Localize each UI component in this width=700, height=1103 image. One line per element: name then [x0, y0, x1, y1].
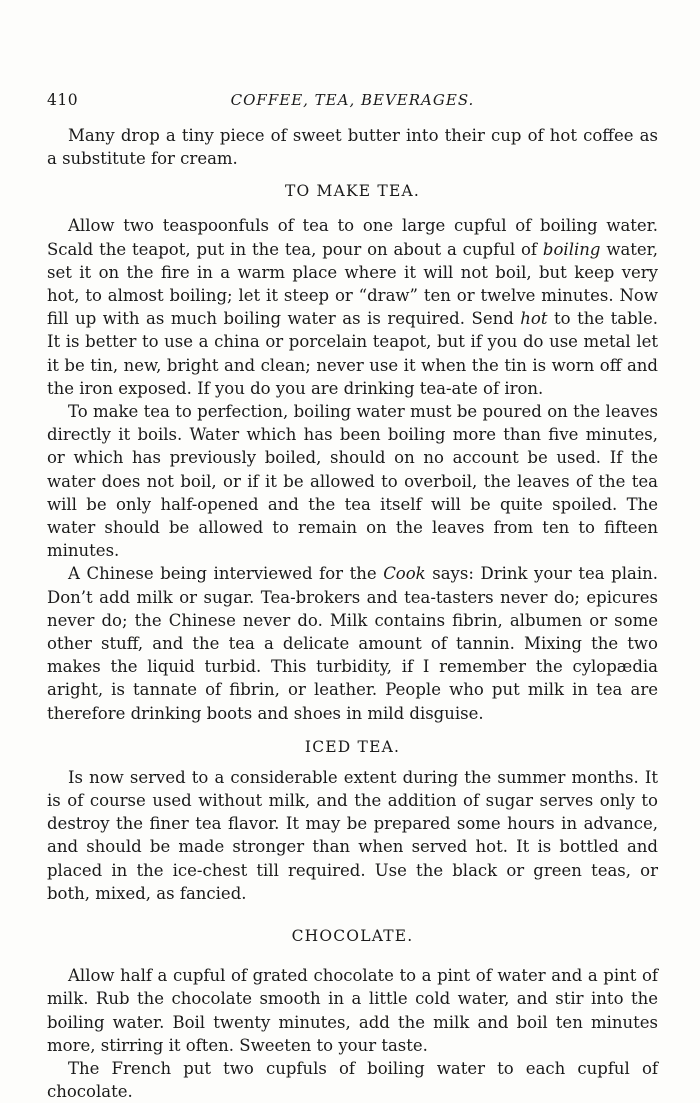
- running-head: [47, 91, 658, 113]
- tea-p1-emphasis-boiling: boiling: [542, 239, 601, 259]
- chocolate-paragraph-1: Allow half a cupful of grated chocolate to a pint of water and a pint of milk. Rub the chocolate smooth in a little cold water, and stir into the boiling water. Boil twenty minutes, add the milk and boil ten minutes more, stirring it often. Sweeten to your taste.: [47, 966, 658, 1055]
- chocolate-paragraph-2: The French put two cupfuls of boiling water to each cupful of chocolate.: [47, 1058, 658, 1102]
- tea-paragraph-2: To make tea to perfection, boiling water must be poured on the leaves directly it boils. Water which has been boiling more than five minutes, or which has previously boiled, should on no account be used. If the water does not boil, or if it be allowed to overboil, the leaves of the tea will be only half-opened and the tea itself will be quite spoiled. The water should be allowed to remain on the leaves from ten to fifteen minutes.: [47, 402, 658, 561]
- tea-paragraph-1: [47, 214, 658, 400]
- intro-paragraph: Many drop a tiny piece of sweet butter into their cup of hot coffee as a substitute for cream.: [47, 126, 658, 169]
- tea-p1-text-a: Allow two teaspoonfuls of tea to one large cupful of boiling water. Scald the teapot, put in the tea, pour on about a cupful of: [47, 216, 658, 259]
- tea-p1-emphasis-hot: hot: [520, 309, 548, 329]
- tea-p1-text-c: to the table. It is better to use a china or porcelain teapot, but if you do use metal let it be tin, new, bright and clean; never use it when the tin is worn off and the iron exposed. If you do you are drinking tea-ate of iron.: [47, 309, 658, 398]
- section-heading-to-make-tea: TO MAKE TEA.: [284, 182, 421, 201]
- tea-p3-text-a: A Chinese being interviewed for the: [68, 564, 384, 584]
- tea-p3-emphasis-cook: Cook: [383, 564, 426, 584]
- tea-p1-text-b: water, set it on the fire in a warm place where it will not boil, but keep very hot, to almost boiling; let it steep or “draw” ten or twelve minutes. Now fill up with as much boiling water as is required. Send: [47, 239, 659, 329]
- section-heading-chocolate: CHOCOLATE.: [291, 927, 414, 946]
- section-heading-iced-tea: ICED TEA.: [304, 737, 401, 756]
- running-title: COFFEE, TEA, BEVERAGES.: [230, 91, 475, 109]
- tea-paragraph-3: [47, 562, 658, 724]
- page-number: 410: [47, 91, 79, 109]
- body-text: [47, 124, 658, 1103]
- iced-tea-paragraph: Is now served to a considerable extent during the summer months. It is of course used without milk, and the addition of sugar serves only to destroy the finer tea flavor. It may be prepared some hours in advance, and should be made stronger than when served hot. It is bottled and placed in the ice-chest till required. Use the black or green teas, or both, mixed, as fancied.: [47, 767, 658, 903]
- tea-p3-text-b: says: Drink your tea plain. Don’t add milk or sugar. Tea-brokers and tea-tasters never do; epicures never do; the Chinese never do. Milk contains fibrin, albumen or some other stuff, and the tea a delicate amount of tannin. Mixing the two makes the liquid turbid. This turbidity, if I remember the cylopædia aright, is tannate of fibrin, or leather. People who put milk in tea are therefore drinking boots and shoes in mild disguise.: [47, 564, 658, 723]
